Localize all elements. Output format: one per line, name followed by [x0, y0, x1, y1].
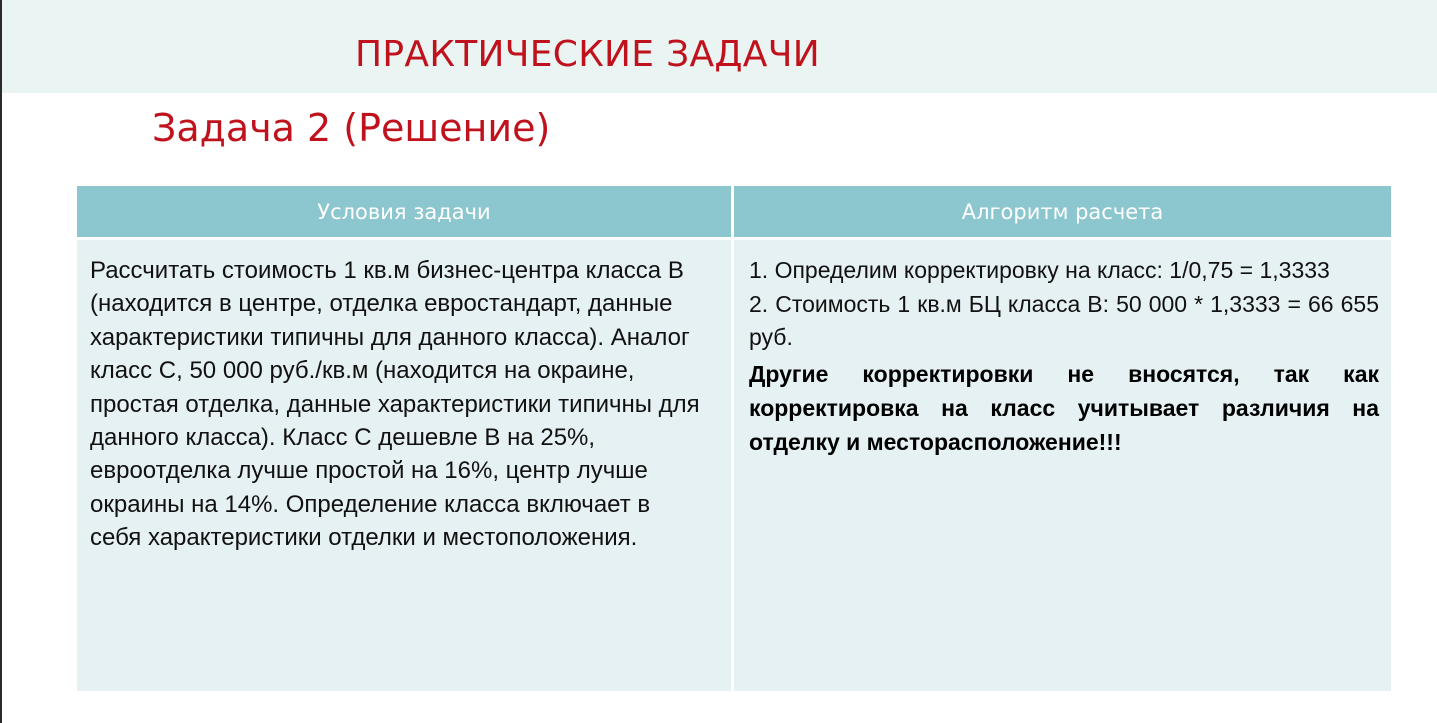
task-table	[77, 186, 1391, 691]
algorithm-step-2: 2. Стоимость 1 кв.м БЦ класса В: 50 000 * 1,3333 = 66 655 руб.	[749, 290, 1379, 351]
slide-title-text: ПРАКТИЧЕСКИЕ ЗАДАЧИ	[355, 34, 820, 75]
header-conditions: Условия задачи	[77, 186, 731, 237]
conditions-text: Рассчитать стоимость 1 кв.м бизнес-центра класса В (находится в центре, отделка евростандарт, данные характеристики типичны для данного класса). Аналог класс С, 50 000 руб./кв.м (находится на окраине, простая отделка, данные характеристики типичны для данного класса). Класс С дешевле В на 25%, евроотделка лучше простой на 16%, центр лучше окраины на 14%. Определение класса включает в себя характеристики отделки и местоположения.	[90, 257, 700, 552]
slide-title	[0, 34, 1437, 75]
header-algorithm: Алгоритм расчета	[734, 186, 1391, 237]
algorithm-step-1: 1. Определим корректировку на класс: 1/0,75 = 1,3333	[749, 257, 1330, 283]
slide-edge	[0, 0, 2, 723]
cell-conditions	[77, 240, 731, 691]
algorithm-conclusion: Другие корректировки не вносятся, так как корректировка на класс учитывает различия на отделку и месторасположение!!!	[749, 360, 1379, 455]
slide-subtitle: Задача 2 (Решение)	[152, 106, 551, 150]
cell-algorithm	[734, 240, 1391, 691]
